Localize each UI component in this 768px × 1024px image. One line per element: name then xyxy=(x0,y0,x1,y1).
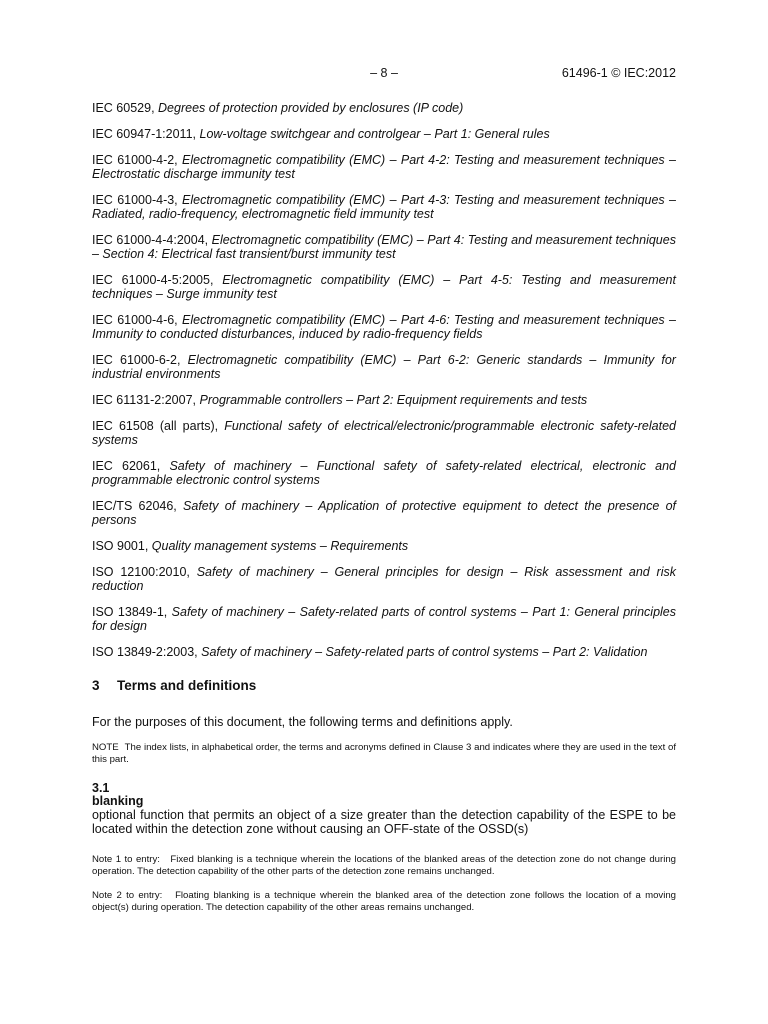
reference-item xyxy=(92,565,676,593)
note-to-entry-1 xyxy=(92,854,676,878)
reference-title: Safety of machinery – Functional safety of safety-related electrical, electronic and programmable electronic control systems xyxy=(92,459,676,487)
note-text: The index lists, in alphabetical order, the terms and acronyms defined in Clause 3 and indicates where they are used in the text of this part. xyxy=(92,742,676,765)
reference-item xyxy=(92,419,676,447)
reference-title: Quality management systems – Requirements xyxy=(151,539,409,553)
normative-references-list xyxy=(92,101,676,659)
reference-title: Electromagnetic compatibility (EMC) – Part 4-3: Testing and measurement techniques – Radiated, radio-frequency, electromagnetic field immunity test xyxy=(92,193,676,221)
reference-title: Safety of machinery – Application of protective equipment to detect the presence of persons xyxy=(92,499,676,527)
reference-id: IEC 61131-2:2007, xyxy=(92,393,197,407)
note-to-entry-label: Note 1 to entry: xyxy=(92,854,160,865)
reference-title: Safety of machinery – Safety-related parts of control systems – Part 1: General principles for design xyxy=(92,605,676,633)
reference-item xyxy=(92,193,676,221)
section-number: 3 xyxy=(92,678,100,693)
note-to-entry-text: Fixed blanking is a technique wherein the locations of the blanked areas of the detection zone do not change during operation. The detection capability of the other parts of the detection zone remains unchanged. xyxy=(92,854,677,877)
term-name: blanking xyxy=(92,794,144,808)
reference-id: IEC 60947-1:2011, xyxy=(92,127,197,141)
reference-id: IEC 62061, xyxy=(92,459,161,473)
reference-id: IEC/TS 62046, xyxy=(92,499,177,513)
reference-item xyxy=(92,459,676,487)
note-paragraph xyxy=(92,742,676,766)
note-to-entry-text: Floating blanking is a technique wherein the blanked area of the detection zone follows the location of a moving object(s) during operation. The detection capability of the other areas remains unchanged. xyxy=(92,890,676,913)
term-definition: optional function that permits an object of a size greater than the detection capability of the ESPE to be located within the detection zone without causing an OFF-state of the OSSD(s) xyxy=(92,808,676,836)
reference-title: Safety of machinery – General principles for design – Risk assessment and risk reduction xyxy=(92,565,676,593)
reference-id: ISO 12100:2010, xyxy=(92,565,190,579)
reference-title: Electromagnetic compatibility (EMC) – Part 4: Testing and measurement techniques – Section 4: Electrical fast transient/burst immunity test xyxy=(92,233,676,261)
reference-title: Programmable controllers – Part 2: Equipment requirements and tests xyxy=(199,393,588,407)
reference-title: Low-voltage switchgear and controlgear – Part 1: General rules xyxy=(199,127,550,141)
reference-id: IEC 61000-4-4:2004, xyxy=(92,233,209,247)
reference-title: Electromagnetic compatibility (EMC) – Part 4-2: Testing and measurement techniques – Electrostatic discharge immunity test xyxy=(92,153,676,181)
reference-item xyxy=(92,233,676,261)
reference-title: Functional safety of electrical/electronic/programmable electronic safety-related systems xyxy=(92,419,676,447)
reference-id: IEC 61000-4-5:2005, xyxy=(92,273,214,287)
note-to-entry-label: Note 2 to entry: xyxy=(92,890,163,901)
section-title: Terms and definitions xyxy=(117,678,257,693)
reference-title: Safety of machinery – Safety-related parts of control systems – Part 2: Validation xyxy=(201,645,648,659)
note-label: NOTE xyxy=(92,742,119,753)
reference-title: Electromagnetic compatibility (EMC) – Part 4-5: Testing and measurement techniques – Surge immunity test xyxy=(92,273,676,301)
reference-id: ISO 13849-2:2003, xyxy=(92,645,198,659)
reference-item xyxy=(92,101,676,115)
reference-item xyxy=(92,127,676,141)
reference-title: Degrees of protection provided by enclosures (IP code) xyxy=(158,101,464,115)
section-heading xyxy=(92,678,676,696)
reference-id: ISO 9001, xyxy=(92,539,149,553)
reference-id: IEC 61000-6-2, xyxy=(92,353,181,367)
reference-item xyxy=(92,499,676,527)
reference-id: IEC 61508 (all parts), xyxy=(92,419,219,433)
reference-item xyxy=(92,645,676,659)
reference-id: ISO 13849-1, xyxy=(92,605,168,619)
page-content xyxy=(92,101,676,914)
reference-id: IEC 61000-4-6, xyxy=(92,313,178,327)
term-number: 3.1 xyxy=(92,781,110,795)
reference-id: IEC 60529, xyxy=(92,101,155,115)
reference-item xyxy=(92,313,676,341)
reference-item xyxy=(92,605,676,633)
reference-item xyxy=(92,539,676,553)
page-number: – 8 – xyxy=(370,66,398,80)
reference-title: Electromagnetic compatibility (EMC) – Part 6-2: Generic standards – Immunity for industrial environments xyxy=(92,353,676,381)
reference-item xyxy=(92,153,676,181)
reference-item xyxy=(92,393,676,407)
reference-title: Electromagnetic compatibility (EMC) – Part 4-6: Testing and measurement techniques – Immunity to conducted disturbances, induced by radio-frequency fields xyxy=(92,313,676,341)
page-header xyxy=(92,66,676,84)
intro-paragraph: For the purposes of this document, the following terms and definitions apply. xyxy=(92,715,513,729)
note-to-entry-2 xyxy=(92,890,676,914)
reference-id: IEC 61000-4-3, xyxy=(92,193,178,207)
reference-id: IEC 61000-4-2, xyxy=(92,153,178,167)
reference-item xyxy=(92,273,676,301)
reference-item xyxy=(92,353,676,381)
document-code: 61496-1 © IEC:2012 xyxy=(561,66,676,80)
